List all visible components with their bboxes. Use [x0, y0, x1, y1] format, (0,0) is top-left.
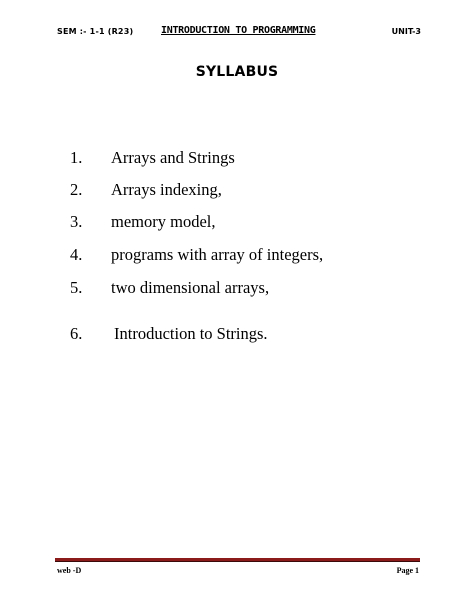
- list-item-number: 1.: [70, 148, 83, 167]
- list-item-number: 6.: [70, 324, 83, 343]
- list-item-number: 5.: [70, 278, 83, 297]
- subject-title: INTRODUCTION TO PROGRAMMING: [161, 25, 316, 36]
- page-title: SYLLABUS: [195, 64, 279, 80]
- list-item-text: Arrays indexing,: [111, 180, 222, 199]
- list-item-number: 2.: [70, 180, 83, 199]
- list-item-text: memory model,: [111, 212, 216, 231]
- page-header: [57, 27, 421, 41]
- list-item-text: Introduction to Strings.: [114, 324, 268, 343]
- footer-rule: [55, 558, 420, 562]
- list-item-text: Arrays and Strings: [111, 148, 235, 167]
- list-item-text: two dimensional arrays,: [111, 278, 270, 297]
- page-number: Page 1: [396, 566, 419, 575]
- list-item-text: programs with array of integers,: [111, 245, 324, 264]
- unit-label: UNIT-3: [391, 27, 421, 36]
- list-item-number: 3.: [70, 212, 83, 231]
- semester-label: SEM :- 1-1 (R23): [57, 27, 134, 36]
- list-item-number: 4.: [70, 245, 83, 264]
- footer-author: web -D: [57, 566, 82, 575]
